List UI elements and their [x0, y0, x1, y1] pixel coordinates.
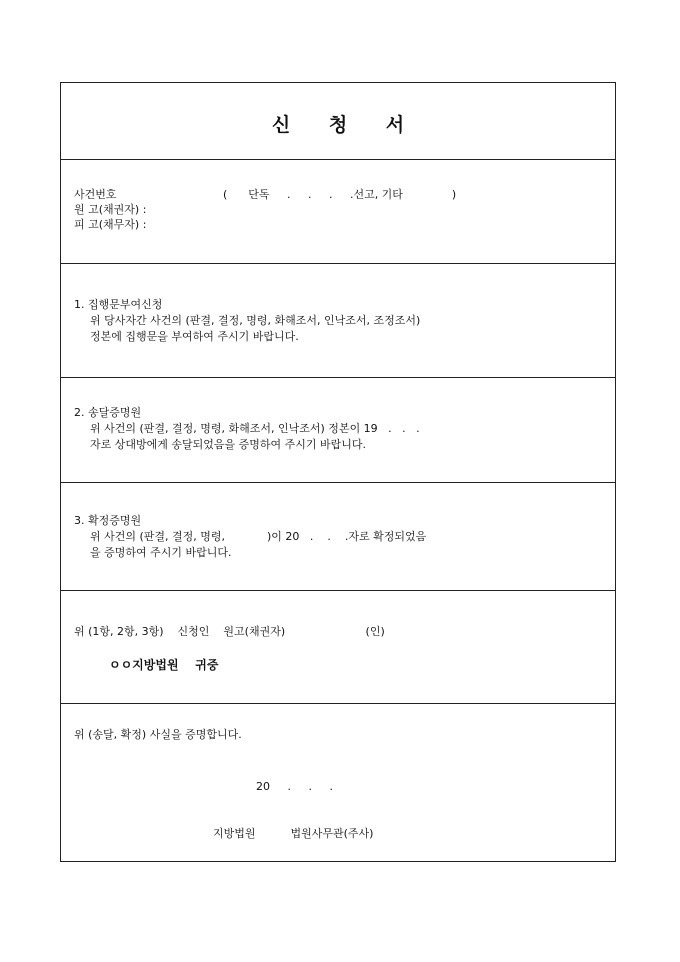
confirmation-certificate-section	[61, 483, 615, 591]
court-addressee: ㅇㅇ지방법원 귀중	[109, 658, 219, 672]
confirm-heading: 3. 확정증명원	[74, 514, 142, 527]
application-form	[60, 82, 616, 862]
applicant-line: 위 (1항, 2항, 3항) 신청인 원고(채권자) (인)	[74, 625, 385, 638]
title-section	[61, 83, 615, 160]
clerk-certificate-section	[61, 704, 615, 861]
case-number-label: 사건번호	[74, 188, 117, 201]
certificate-statement: 위 (송달, 확정) 사실을 증명합니다.	[74, 728, 242, 741]
execution-line-2: 정본에 집행문을 부여하여 주시기 바랍니다.	[90, 330, 299, 343]
service-line-1: 위 사건의 (판결, 결정, 명령, 화해조서, 인낙조서) 정본이 19 . . .	[90, 422, 420, 435]
service-heading: 2. 송달증명원	[74, 406, 142, 419]
service-certificate-section	[61, 378, 615, 483]
case-detail: ( 단독 . . . .선고, 기타 )	[223, 188, 457, 201]
certificate-date: 20 . . .	[256, 780, 333, 793]
plaintiff-label: 원 고(채권자) :	[74, 203, 147, 216]
confirm-line-2: 을 증명하여 주시기 바랍니다.	[90, 546, 232, 559]
defendant-label: 피 고(채무자) :	[74, 218, 147, 231]
certificate-signature: 지방법원 법원사무관(주사)	[213, 827, 374, 840]
execution-request-section	[61, 264, 615, 378]
execution-line-1: 위 당사자간 사건의 (판결, 결정, 명령, 화해조서, 인낙조서, 조정조서)	[90, 314, 421, 327]
execution-heading: 1. 집행문부여신청	[74, 298, 163, 311]
confirm-line-1: 위 사건의 (판결, 결정, 명령, )이 20 . . .자로 확정되었음	[90, 530, 427, 543]
case-info-section	[61, 160, 615, 264]
form-title: 신 청 서	[271, 114, 421, 136]
applicant-section	[61, 591, 615, 704]
service-line-2: 자로 상대방에게 송달되었음을 증명하여 주시기 바랍니다.	[90, 438, 367, 451]
